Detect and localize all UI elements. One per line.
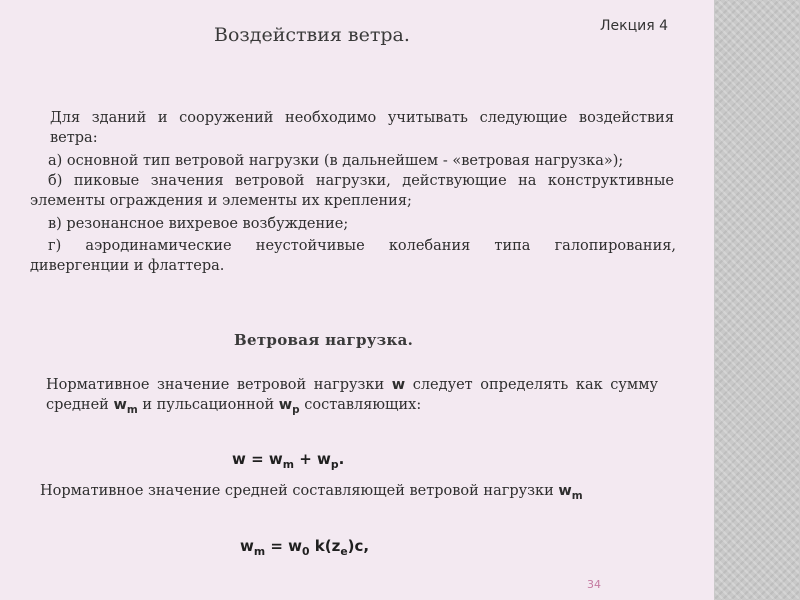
list-item-b: б) пиковые значения ветровой нагрузки, действующие на конструктивные элементы ограждения и элементы их крепления; (30, 173, 674, 209)
f1-wp-base: w (317, 450, 331, 468)
f2-eq: = (265, 537, 289, 555)
slide-title: Воздействия ветра. (214, 24, 410, 46)
wind-def-text-3: и пульсационной (137, 397, 279, 413)
f1-end: . (338, 450, 345, 468)
f1-eq: = (245, 450, 269, 468)
decorative-side-bar (714, 0, 800, 600)
mean-def-w-base: w (558, 483, 572, 499)
wind-def-text-2: следует определять как сумму средней (46, 377, 659, 413)
symbol-wp-base: w (278, 397, 293, 413)
wind-load-definition (46, 375, 658, 420)
mean-def-text: Нормативное значение средней составляющей ветровой нагрузки (40, 483, 559, 499)
list-item-d: г) аэродинамические неустойчивые колебания типа галопирования, дивергенции и флаттера. (30, 238, 676, 274)
f1-wm-base: w (268, 450, 283, 468)
symbol-wp (278, 397, 300, 416)
symbol-wm (113, 397, 138, 416)
list-item-c: в) резонансное вихревое возбуждение; (48, 216, 349, 232)
symbol-wm-2 (558, 483, 583, 502)
f1-wm-sub: m (282, 458, 294, 471)
mean-def-w-sub: m (571, 489, 583, 502)
f2-w0-sub: 0 (302, 545, 310, 558)
f2-ze-sub: e (340, 545, 348, 558)
section-heading: Ветровая нагрузка. (234, 331, 414, 349)
wind-def-text-1: Нормативное значение ветровой нагрузки (46, 377, 392, 393)
f2-tail: )c, (347, 537, 370, 555)
mean-component-definition (40, 481, 600, 506)
symbol-wm-sub: m (126, 403, 138, 416)
lecture-label: Лекция 4 (600, 18, 669, 34)
f1-plus: + (294, 450, 318, 468)
formula-mean-wind-load (240, 537, 369, 558)
wind-def-text-4: составляющих: (299, 397, 422, 413)
f2-lhs-sub: m (253, 545, 266, 558)
f2-k: k(z (309, 537, 341, 555)
formula-total-wind-load (232, 450, 344, 471)
symbol-wm-base: w (113, 397, 127, 413)
symbol-w: w (391, 377, 406, 393)
list-item-a: а) основной тип ветровой нагрузки (в дальнейшем - «ветровая нагрузка»); (48, 153, 624, 169)
f1-w: w (232, 450, 246, 468)
f1-wp-sub: p (330, 458, 339, 471)
intro-paragraph: Для зданий и сооружений необходимо учитывать следующие воздействия ветра: (50, 110, 674, 146)
symbol-wp-sub: p (292, 403, 300, 416)
f2-w0-base: w (288, 537, 302, 555)
f2-lhs-base: w (240, 537, 254, 555)
page-number: 34 (587, 578, 601, 591)
